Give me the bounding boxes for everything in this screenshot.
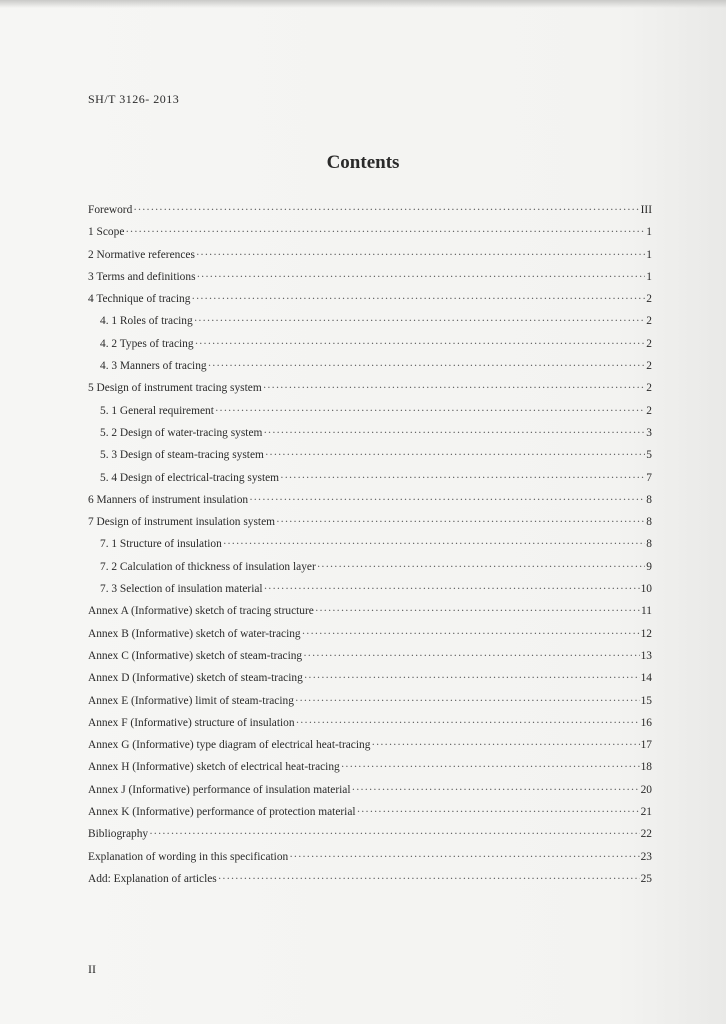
toc-entry bbox=[88, 851, 652, 873]
toc-dot-leader bbox=[264, 583, 640, 595]
toc-entry-page: 16 bbox=[640, 716, 652, 729]
toc-entry-label: 2 Normative references bbox=[88, 248, 195, 261]
toc-entry bbox=[88, 449, 652, 471]
toc-dot-leader bbox=[218, 873, 640, 885]
toc-dot-leader bbox=[125, 226, 645, 238]
toc-entry-page: 18 bbox=[640, 761, 652, 774]
toc-dot-leader bbox=[149, 828, 639, 840]
toc-entry-label: Annex A (Informative) sketch of tracing structure bbox=[88, 605, 314, 618]
toc-entry-page: 2 bbox=[646, 404, 652, 417]
toc-entry-label: 7. 1 Structure of insulation bbox=[100, 538, 222, 551]
toc-dot-leader bbox=[208, 360, 646, 372]
toc-dot-leader bbox=[304, 672, 640, 684]
toc-entry-page: 21 bbox=[640, 806, 652, 819]
toc-entry-label: 5 Design of instrument tracing system bbox=[88, 382, 262, 395]
toc-entry bbox=[88, 472, 652, 494]
toc-entry bbox=[88, 516, 652, 538]
toc-dot-leader bbox=[357, 806, 640, 818]
toc-dot-leader bbox=[191, 293, 645, 305]
toc-dot-leader bbox=[133, 204, 639, 216]
toc-entry-label: Annex E (Informative) limit of steam-tracing bbox=[88, 694, 294, 707]
toc-dot-leader bbox=[223, 538, 645, 550]
toc-entry-page: 9 bbox=[646, 560, 652, 573]
toc-entry-page: 12 bbox=[640, 627, 652, 640]
toc-entry-label: Annex F (Informative) structure of insulation bbox=[88, 716, 295, 729]
toc-entry bbox=[88, 784, 652, 806]
toc-entry-label: 4. 3 Manners of tracing bbox=[100, 360, 207, 373]
scan-edge-shadow bbox=[0, 0, 726, 8]
toc-entry-label: 7. 3 Selection of insulation material bbox=[100, 583, 263, 596]
table-of-contents bbox=[88, 204, 652, 895]
toc-entry bbox=[88, 717, 652, 739]
page-title: Contents bbox=[326, 152, 400, 173]
toc-entry bbox=[88, 360, 652, 382]
page-number: II bbox=[88, 962, 96, 976]
toc-entry bbox=[88, 561, 652, 583]
toc-entry bbox=[88, 695, 652, 717]
toc-entry-label: Foreword bbox=[88, 204, 133, 216]
toc-entry-label: 5. 4 Design of electrical-tracing system bbox=[100, 471, 280, 484]
toc-entry bbox=[88, 204, 652, 226]
toc-entry bbox=[88, 427, 652, 449]
toc-entry-page: 3 bbox=[646, 426, 652, 439]
toc-entry bbox=[88, 249, 652, 271]
toc-dot-leader bbox=[265, 449, 645, 461]
toc-entry-page: 8 bbox=[646, 493, 652, 506]
toc-entry-page: 2 bbox=[646, 315, 652, 328]
toc-entry bbox=[88, 315, 652, 337]
toc-entry bbox=[88, 405, 652, 427]
toc-entry-page: 8 bbox=[646, 516, 652, 529]
toc-entry bbox=[88, 382, 652, 404]
toc-entry-label: 5. 3 Design of steam-tracing system bbox=[100, 449, 264, 462]
toc-entry-page: 5 bbox=[646, 449, 652, 462]
toc-entry-label: Add: Explanation of articles bbox=[88, 872, 217, 885]
toc-entry-label: 1 Scope bbox=[88, 226, 125, 239]
toc-entry-page: III bbox=[640, 204, 652, 216]
toc-dot-leader bbox=[295, 695, 640, 707]
toc-entry-label: 6 Manners of instrument insulation bbox=[88, 493, 249, 506]
toc-entry-page: 23 bbox=[640, 850, 652, 863]
toc-entry-page: 2 bbox=[646, 360, 652, 373]
toc-entry-page: 17 bbox=[640, 739, 652, 752]
toc-dot-leader bbox=[196, 249, 645, 261]
toc-entry bbox=[88, 226, 652, 248]
toc-entry-page: 1 bbox=[646, 226, 652, 239]
toc-entry-label: Annex G (Informative) type diagram of electrical heat-tracing bbox=[88, 739, 371, 752]
toc-entry-page: 2 bbox=[646, 337, 652, 350]
toc-entry-page: 22 bbox=[640, 828, 652, 841]
toc-dot-leader bbox=[303, 650, 639, 662]
toc-dot-leader bbox=[315, 605, 640, 617]
toc-entry bbox=[88, 761, 652, 783]
toc-entry-page: 15 bbox=[640, 694, 652, 707]
toc-entry bbox=[88, 672, 652, 694]
toc-dot-leader bbox=[249, 494, 645, 506]
toc-entry-label: 5. 1 General requirement bbox=[100, 404, 214, 417]
toc-entry-page: 13 bbox=[640, 649, 652, 662]
toc-dot-leader bbox=[341, 761, 640, 773]
toc-dot-leader bbox=[197, 271, 646, 283]
toc-entry-label: 4 Technique of tracing bbox=[88, 293, 191, 306]
toc-dot-leader bbox=[195, 338, 646, 350]
toc-dot-leader bbox=[371, 739, 639, 751]
toc-entry-label: 7 Design of instrument insulation system bbox=[88, 516, 275, 529]
toc-entry-label: 4. 1 Roles of tracing bbox=[100, 315, 193, 328]
toc-entry-page: 11 bbox=[641, 605, 652, 618]
toc-dot-leader bbox=[317, 561, 646, 573]
toc-entry-label: Annex D (Informative) sketch of steam-tracing bbox=[88, 672, 303, 685]
toc-entry bbox=[88, 650, 652, 672]
toc-dot-leader bbox=[352, 784, 640, 796]
toc-dot-leader bbox=[263, 382, 646, 394]
toc-entry-label: Annex K (Informative) performance of protection material bbox=[88, 806, 356, 819]
toc-entry-label: 5. 2 Design of water-tracing system bbox=[100, 426, 263, 439]
toc-entry bbox=[88, 605, 652, 627]
toc-dot-leader bbox=[276, 516, 645, 528]
toc-entry bbox=[88, 806, 652, 828]
standard-number: SH/T 3126- 2013 bbox=[88, 92, 180, 106]
toc-entry-label: Annex J (Informative) performance of insulation material bbox=[88, 783, 351, 796]
toc-entry-label: 4. 2 Types of tracing bbox=[100, 337, 194, 350]
toc-entry-page: 1 bbox=[646, 248, 652, 261]
toc-entry bbox=[88, 271, 652, 293]
toc-dot-leader bbox=[280, 472, 645, 484]
toc-entry-label: 7. 2 Calculation of thickness of insulation layer bbox=[100, 560, 316, 573]
toc-entry-label: Annex C (Informative) sketch of steam-tracing bbox=[88, 649, 303, 662]
toc-entry bbox=[88, 293, 652, 315]
toc-dot-leader bbox=[289, 851, 639, 863]
toc-entry-page: 20 bbox=[640, 783, 652, 796]
toc-entry-page: 7 bbox=[646, 471, 652, 484]
toc-entry bbox=[88, 739, 652, 761]
toc-entry bbox=[88, 494, 652, 516]
toc-dot-leader bbox=[296, 717, 640, 729]
toc-entry-label: 3 Terms and definitions bbox=[88, 270, 196, 283]
toc-entry-page: 8 bbox=[646, 538, 652, 551]
toc-entry bbox=[88, 338, 652, 360]
toc-entry bbox=[88, 828, 652, 850]
toc-entry bbox=[88, 873, 652, 895]
toc-entry bbox=[88, 628, 652, 650]
toc-entry-label: Annex B (Informative) sketch of water-tracing bbox=[88, 627, 301, 640]
toc-dot-leader bbox=[263, 427, 645, 439]
toc-entry-page: 25 bbox=[640, 872, 652, 885]
toc-entry-page: 2 bbox=[646, 293, 652, 306]
toc-dot-leader bbox=[194, 315, 646, 327]
toc-entry-page: 2 bbox=[646, 382, 652, 395]
toc-entry bbox=[88, 583, 652, 605]
toc-entry-page: 14 bbox=[640, 672, 652, 685]
toc-entry bbox=[88, 538, 652, 560]
toc-entry-page: 10 bbox=[640, 583, 652, 596]
toc-dot-leader bbox=[302, 628, 640, 640]
toc-dot-leader bbox=[215, 405, 645, 417]
toc-entry-label: Annex H (Informative) sketch of electrical heat-tracing bbox=[88, 761, 340, 774]
toc-entry-label: Explanation of wording in this specification bbox=[88, 850, 289, 863]
toc-entry-label: Bibliography bbox=[88, 828, 149, 841]
toc-entry-page: 1 bbox=[646, 270, 652, 283]
